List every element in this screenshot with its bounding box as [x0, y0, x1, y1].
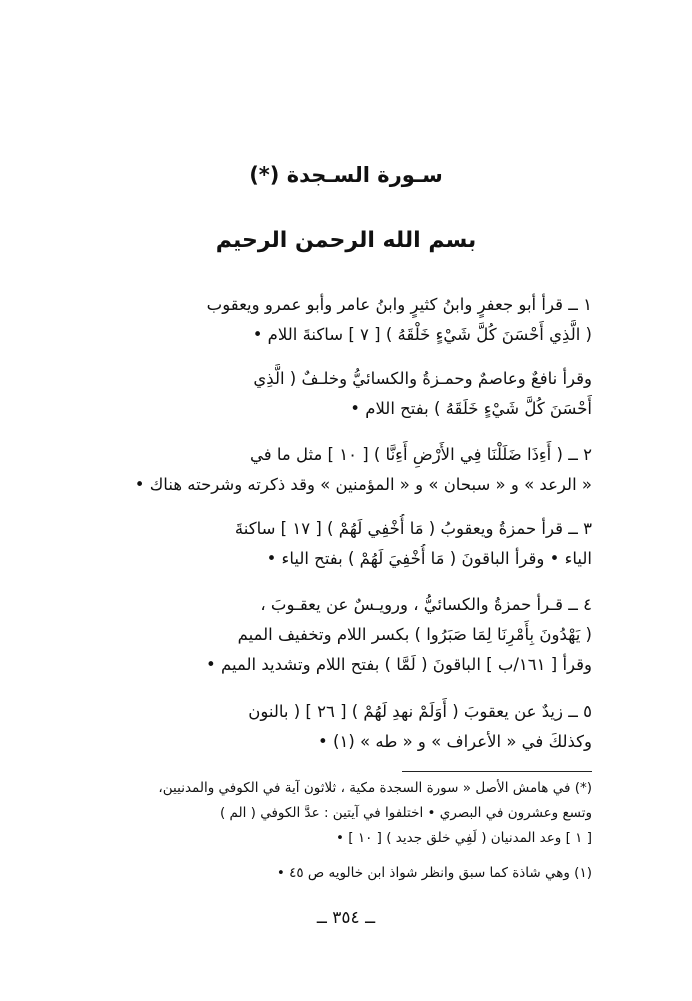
paragraph-line: ٢ ــ ( أَءِذَا ضَلَلْنَا فِي الأَرْضِ أَءِنَّا ) [ ١٠ ] مثل ما في	[249, 445, 592, 464]
footnote-line: [ ١ ] وعد المدنيان ( لَفِي خلق جديد ) [ ١٠ ] •	[336, 830, 592, 846]
footnote-line: (*) في هامش الأصل « سورة السجدة مكية ، ثلاثون آية في الكوفي والمدنيين،	[158, 780, 592, 796]
paragraph-1	[92, 290, 592, 350]
paragraph-line: « الرعد » و « سبحان » و « المؤمنين » وقد ذكرته وشرحته هناك •	[134, 475, 592, 494]
footnote-divider	[402, 771, 592, 772]
paragraph-line: ( يَهْدُونَ بِأَمْرِنَا لِمَا صَبَرُوا ) بكسر اللام وتخفيف الميم	[237, 625, 592, 644]
footnote-1	[92, 776, 592, 851]
paragraph-line: ( الَّذِي أَحْسَنَ كُلَّ شَيْءٍ خَلْقَهُ ) [ ٧ ] ساكنةَ اللام •	[252, 325, 592, 344]
paragraph-5	[92, 590, 592, 680]
paragraph-4	[92, 514, 592, 574]
paragraph-line: ٥ ــ زيدٌ عن يعقوبَ ( أَوَلَمْ نهدِ لَهُمْ ) [ ٢٦ ] ( بالنون	[248, 702, 592, 721]
paragraph-line: وقرأ [ ١٦١/ب ] الباقونَ ( لَمَّا ) بفتح اللام وتشديد الميم •	[206, 655, 592, 674]
footnote-line: (١) وهي شاذة كما سبق وانظر شواذ ابن خالويه ص ٤٥ •	[276, 865, 592, 881]
surah-title: سـورة السـجدة (*)	[249, 163, 443, 187]
paragraph-line: وقرأ نافعٌ وعاصمٌ وحمـزةُ والكسائيُّ وخلـفٌ ( الَّذِي	[253, 369, 592, 388]
paragraph-2	[92, 364, 592, 424]
paragraph-line: أَحْسَنَ كُلَّ شَيْءٍ خَلَقَهُ ) بفتح اللام •	[350, 399, 592, 418]
paragraph-line: الياء • وقرأ الباقونَ ( مَا أُخْفِيَ لَهُمْ ) بفتح الياء •	[266, 549, 592, 568]
paragraph-line: ٤ ــ قـرأ حمزةُ والكسائيُّ ، ورويـسٌ عن يعقـوبَ ،	[260, 595, 592, 614]
page-number: ــ ٣٥٤ ــ	[316, 908, 376, 928]
paragraph-line: ٣ ــ قرأ حمزةُ ويعقوبُ ( مَا أُخْفِي لَهُمْ ) [ ١٧ ] ساكنةَ	[234, 519, 592, 538]
paragraph-6	[92, 697, 592, 757]
paragraph-line: ١ ــ قرأ أبو جعفرٍ وابنُ كثيرٍ وابنُ عامر وأبو عمرو ويعقوب	[206, 295, 592, 314]
footnote-2	[92, 861, 592, 886]
basmala: بسم الله الرحمن الرحيم	[215, 228, 477, 253]
footnote-line: وتسع وعشرون في البصري • اختلفوا في آيتين : عدَّ الكوفي ( الم )	[219, 805, 592, 821]
paragraph-3	[92, 440, 592, 500]
paragraph-line: وكذلكَ في « الأعراف » و « طه » (١) •	[318, 732, 592, 751]
